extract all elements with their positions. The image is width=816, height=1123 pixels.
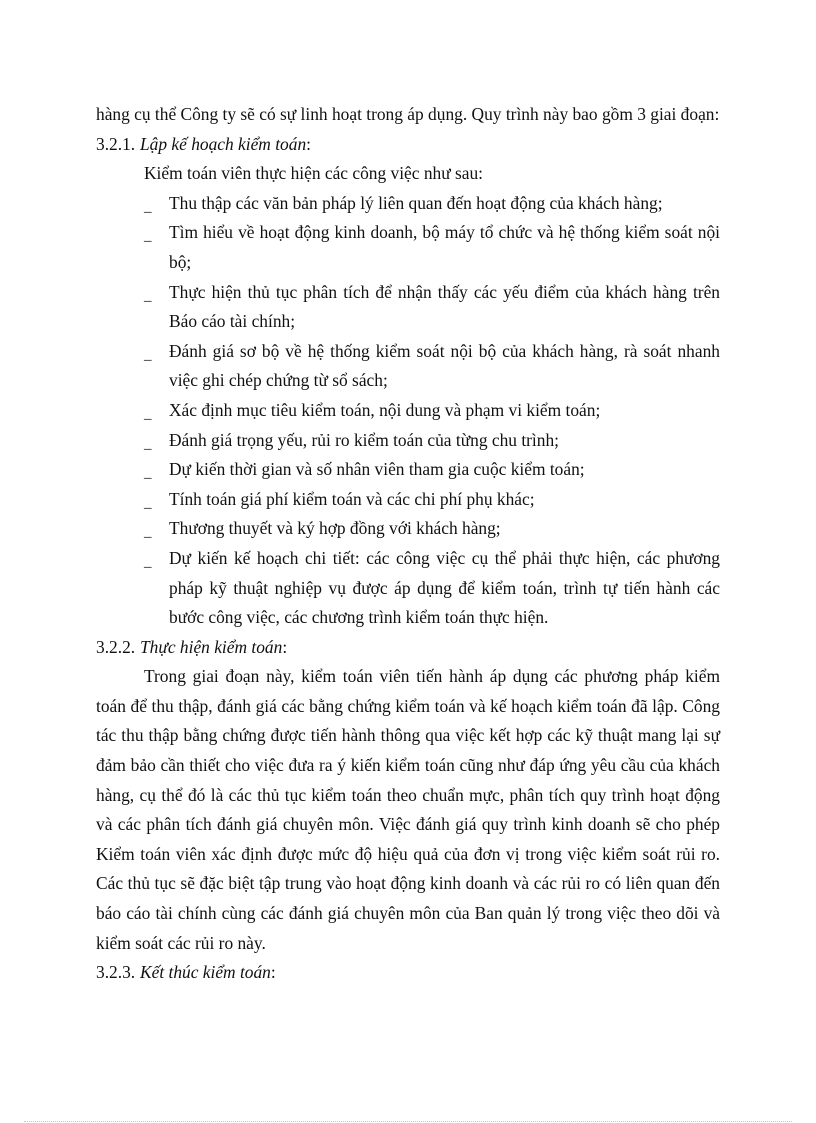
bullet-marker: _ — [144, 405, 152, 422]
document-body — [96, 100, 720, 988]
list-item — [144, 337, 720, 396]
section-lead-text: Kiểm toán viên thực hiện các công việc như sau: — [144, 163, 484, 184]
list-item-text: Xác định mục tiêu kiểm toán, nội dung và phạm vi kiểm toán; — [169, 399, 601, 420]
list-item-text: Dự kiến thời gian và số nhân viên tham gia cuộc kiểm toán; — [169, 459, 585, 480]
list-item — [144, 455, 720, 485]
list-item-text: Tìm hiểu về hoạt động kinh doanh, bộ máy tổ chức và hệ thống kiểm soát nội bộ; — [169, 222, 720, 272]
execution-paragraph: Trong giai đoạn này, kiểm toán viên tiến hành áp dụng các phương pháp kiểm toán để thu thập, đánh giá các bằng chứng kiểm toán và kế hoạch kiểm toán đã lập. Công tác thu thập bằng chứng được tiến hành thông qua việc kết hợp các kỹ thuật mang lại sự đảm bảo cần thiết cho việc đưa ra ý kiến kiểm toán cũng như đáp ứng yêu cầu của khách hàng, cụ thể đó là các thủ tục kiểm toán theo chuẩn mực, phân tích quy trình hoạt động và các phân tích đánh giá chuyên môn. Việc đánh giá quy trình kinh doanh sẽ cho phép Kiểm toán viên xác định được mức độ hiệu quả của đơn vị trong việc kiểm soát rủi ro. Các thủ tục sẽ đặc biệt tập trung vào hoạt động kinh doanh và các rủi ro có liên quan đến báo cáo tài chính cùng các đánh giá chuyên môn của Ban quản lý trong việc theo dõi và kiểm soát các rủi ro này. — [96, 666, 720, 953]
section-number: 3.2.2. — [96, 636, 136, 657]
section-title-colon: : — [306, 133, 311, 154]
section-number: 3.2.3. — [96, 962, 136, 983]
bullet-marker: _ — [144, 553, 152, 570]
list-item-text: Thương thuyết và ký hợp đồng với khách hàng; — [169, 518, 501, 539]
bullet-marker: _ — [144, 228, 152, 245]
section-title-colon: : — [270, 962, 276, 983]
list-item — [144, 485, 720, 515]
bullet-marker: _ — [144, 465, 152, 482]
bullet-marker: _ — [144, 198, 152, 215]
list-item-text: Thu thập các văn bản pháp lý liên quan đến hoạt động của khách hàng; — [169, 192, 663, 213]
section-heading-completion — [96, 958, 720, 988]
list-item — [144, 278, 720, 337]
planning-task-list — [96, 189, 720, 633]
bullet-marker: _ — [144, 287, 152, 304]
page-bottom-divider — [24, 1121, 792, 1122]
section-heading-execution — [96, 633, 720, 663]
list-item-text: Tính toán giá phí kiểm toán và các chi phí phụ khác; — [169, 488, 535, 509]
section-title: Thực hiện kiểm toán — [140, 636, 283, 657]
section-title: Kết thúc kiểm toán — [140, 962, 271, 983]
list-item — [144, 426, 720, 456]
section-title-colon: : — [282, 636, 288, 657]
list-item-text: Đánh giá sơ bộ về hệ thống kiểm soát nội bộ của khách hàng, rà soát nhanh việc ghi chép chứng từ sổ sách; — [169, 340, 720, 391]
list-item — [144, 189, 720, 219]
section-title: Lập kế hoạch kiểm toán — [140, 133, 307, 154]
list-item-text: Đánh giá trọng yếu, rủi ro kiểm toán của từng chu trình; — [169, 429, 559, 450]
section-number: 3.2.1. — [96, 133, 136, 154]
bullet-marker: _ — [144, 494, 152, 511]
section-heading-planning — [96, 130, 720, 160]
list-item — [144, 396, 720, 426]
bullet-marker: _ — [144, 346, 152, 363]
list-item — [144, 544, 720, 633]
list-item — [144, 514, 720, 544]
list-item-text: Dự kiến kế hoạch chi tiết: các công việc cụ thể phải thực hiện, các phương pháp kỹ thuật nghiệp vụ được áp dụng để kiểm toán, trình tự tiến hành các bước công việc, các chương trình kiểm toán thực hiện. — [169, 547, 720, 628]
intro-paragraph: hàng cụ thể Công ty sẽ có sự linh hoạt trong áp dụng. Quy trình này bao gồm 3 giai đoạn: — [96, 104, 720, 124]
bullet-marker: _ — [144, 435, 152, 452]
list-item — [144, 218, 720, 277]
bullet-marker: _ — [144, 524, 152, 541]
list-item-text: Thực hiện thủ tục phân tích để nhận thấy các yếu điểm của khách hàng trên Báo cáo tài chính; — [169, 281, 720, 332]
